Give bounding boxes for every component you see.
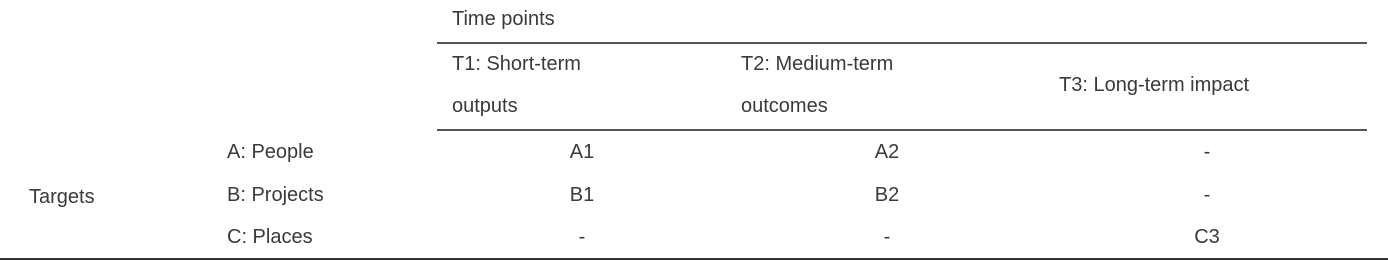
- row-group-label: Targets: [29, 186, 95, 208]
- header-group-rule: [437, 42, 1367, 44]
- table-cell-b-t1: B1: [569, 184, 595, 206]
- column-header-t1-line2: outputs: [452, 95, 518, 117]
- table-cell-b-t3: -: [1203, 184, 1211, 206]
- column-header-t2-line1: T2: Medium-term: [741, 53, 894, 75]
- table-cell-a-t1: A1: [569, 141, 595, 163]
- row-label-people: A: People: [227, 141, 314, 163]
- table-cell-a-t2: A2: [874, 141, 900, 163]
- table-cell-c-t3: C3: [1194, 226, 1220, 248]
- table-cell-a-t3: -: [1203, 141, 1211, 163]
- table-cell-c-t2: -: [883, 226, 891, 248]
- column-header-t2-line2: outcomes: [741, 95, 828, 117]
- time-points-header: Time points: [452, 8, 555, 30]
- table-bottom-rule: [0, 258, 1388, 260]
- column-header-t3: T3: Long-term impact: [1059, 74, 1250, 96]
- column-header-t1-line1: T1: Short-term: [452, 53, 581, 75]
- table-cell-b-t2: B2: [874, 184, 900, 206]
- row-label-places: C: Places: [227, 226, 313, 248]
- table-cell-c-t1: -: [578, 226, 586, 248]
- header-bottom-rule: [437, 129, 1367, 131]
- row-label-projects: B: Projects: [227, 184, 324, 206]
